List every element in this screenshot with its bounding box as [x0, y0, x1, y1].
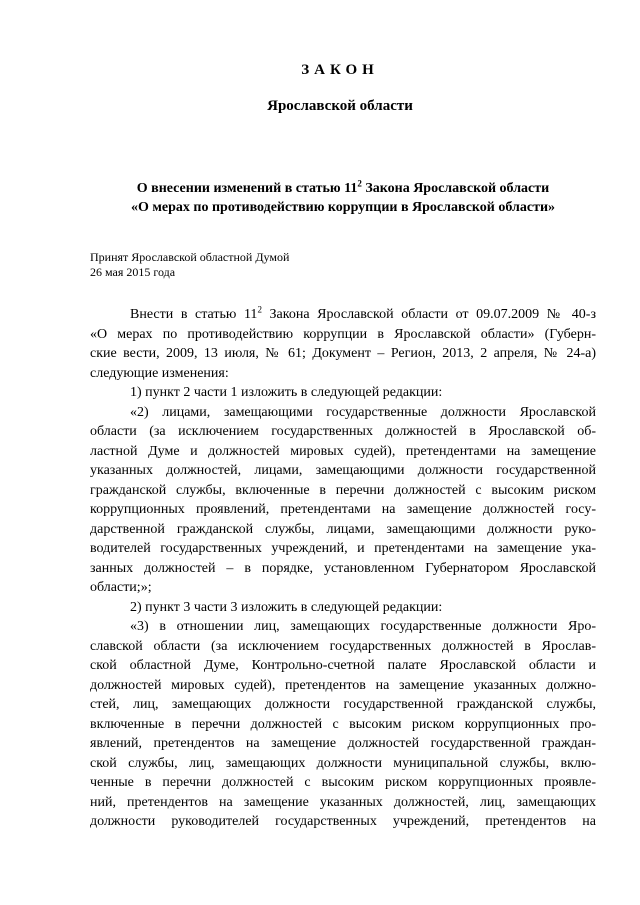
body-line: должностей мировых судей), претендентов на замещение указанных должно-	[90, 677, 596, 693]
body-line: следующие изменения:	[90, 365, 229, 381]
body-line: 1) пункт 2 части 1 изложить в следующей редакции:	[130, 385, 443, 400]
adoption-date: 26 мая 2015 года	[90, 265, 176, 279]
body-line: ний, претендентов на замещение указанных должностей, лиц, замещающих	[90, 794, 596, 810]
heading-superscript: 2	[357, 178, 362, 189]
heading-line-1	[90, 179, 596, 198]
body-line: стей, лиц, замещающих должности государственной гражданской службы,	[90, 697, 596, 712]
heading-line-2: «О мерах по противодействию коррупции в Ярославской области»	[130, 200, 556, 215]
body-line: включенные в перечни должностей с высоким риском коррупционных про-	[90, 716, 596, 732]
body-line: 2) пункт 3 части 3 изложить в следующей редакции:	[130, 599, 443, 615]
body-line: занных должностей – в порядке, установленном Губернатором Ярославской	[90, 560, 596, 576]
law-heading	[90, 179, 596, 217]
body-line: ские вести, 2009, 13 июля, № 61; Документ – Регион, 2013, 2 апреля, № 24-а)	[90, 346, 596, 361]
body-line: должности руководителей государственных учреждений, претендентов на	[90, 814, 596, 829]
law-region: Ярославской области	[267, 98, 413, 114]
adoption-note	[90, 250, 289, 280]
heading-line-1-tail: Закона Ярославской области	[361, 181, 550, 196]
law-title: ЗАКОН	[301, 62, 379, 78]
body-line: ской областной Думе, Контрольно-счетной палате Ярославской области и	[90, 658, 596, 673]
adoption-body: Принят Ярославской областной Думой	[90, 250, 290, 264]
heading-line-1-text: О внесении изменений в статью 11	[136, 181, 358, 196]
body-line: «3) в отношении лиц, замещающих государственные должности Яро-	[130, 619, 596, 634]
body-line: указанных должностей, лицами, замещающими должности государственной	[90, 463, 596, 478]
body-line: коррупционных проявлений, претендентами на замещение должностей госу-	[90, 502, 596, 517]
body-line	[90, 305, 596, 325]
body-line: ской службы, лиц, замещающих должности муниципальной службы, вклю-	[90, 755, 596, 771]
body-line: области;»;	[90, 580, 152, 595]
body-line: гражданской службы, включенные в перечни должностей с высоким риском	[90, 482, 596, 498]
body-line: явлений, претендентов на замещение должностей государственной граждан-	[90, 736, 596, 751]
body-line: области (за исключением государственных должностей в Ярославской об-	[90, 424, 596, 439]
body-line: дарственной гражданской службы, лицами, замещающими должности руко-	[90, 521, 596, 537]
body-line: ченные в перечни должностей с высоким риском коррупционных проявле-	[90, 775, 596, 790]
body-line: «2) лицами, замещающими государственные должности Ярославской	[130, 404, 596, 420]
law-body	[90, 305, 596, 832]
body-line: славской области (за исключением государственных должностей в Ярослав-	[90, 638, 596, 654]
body-line: ластной Думе и должностей мировых судей), претендентами на замещение	[90, 443, 596, 459]
body-line: водителей государственных учреждений, и претендентами на замещение ука-	[90, 541, 596, 556]
body-line-tail: Закона Ярославской области от 09.07.2009 № 40-з	[261, 307, 596, 322]
body-line: «О мерах по противодействию коррупции в Ярославской области» (Губерн-	[90, 326, 596, 342]
body-line-text: Внести в статью 11	[130, 307, 258, 322]
body-superscript: 2	[257, 305, 262, 315]
